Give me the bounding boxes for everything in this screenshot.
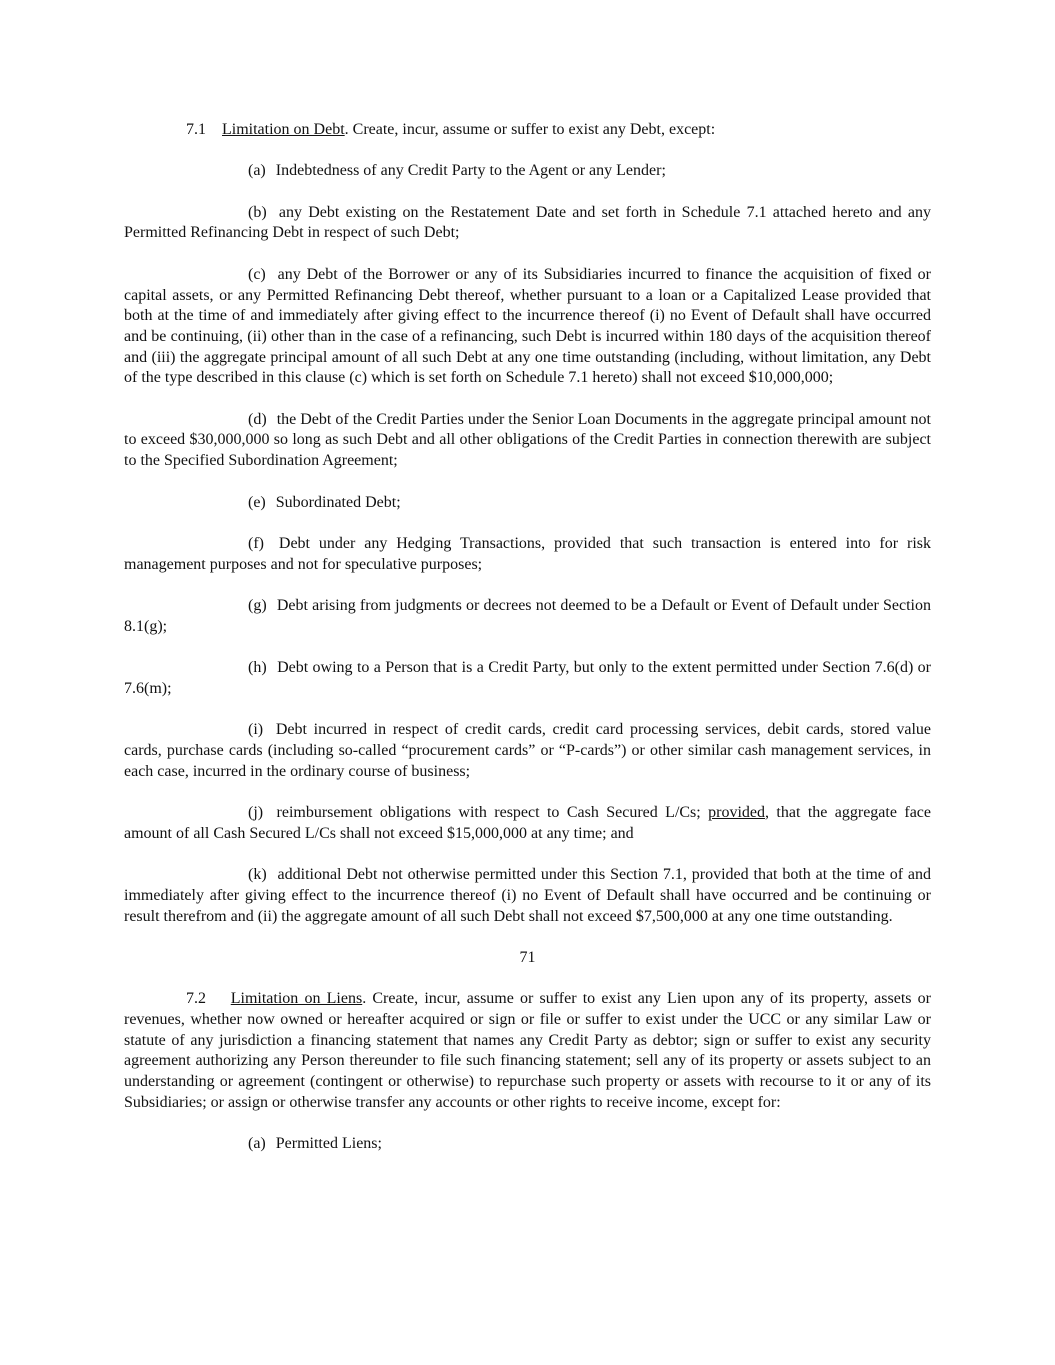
section-title: Limitation on Debt (222, 121, 345, 138)
section-title: Limitation on Liens (230, 990, 363, 1008)
list-item: (c) any Debt of the Borrower or any of its Subsidiaries incurred to finance the acquisition of fixed or capital assets, or any Permitted Refinancing Debt thereof, whether pursuant to a loan or a Capitalized Lease provided that both at the time of and immediately after giving effect to the incurrence thereof (i) no Event of Default shall have occurred and be continuing, (ii) other than in the case of a refinancing, such Debt is incurred within 180 days of the acquisition thereof and (iii) the aggregate principal amount of all such Debt at any one time outstanding (including, without limitation, any Debt of the type described in this clause (c) which is set forth on Schedule 7.1 hereto) shall not exceed $10,000,000; (124, 265, 931, 387)
list-item: (d) the Debt of the Credit Parties under the Senior Loan Documents in the aggregate principal amount not to exceed $30,000,000 so long as such Debt and all other obligations of the Credit Parties in connection therewith are subject to the Specified Subordination Agreement; (124, 410, 932, 470)
document-body (124, 120, 931, 1155)
section-intro: . Create, incur, assume or suffer to exist any Lien upon any of its property, assets or revenues, whether now owned or hereafter acquired or sign or file or suffer to exist under the UCC or any similar Law or statute of any jurisdiction a financing statement that names any Credit Party as debtor; sign or suffer to exist any security agreement authorizing any Person thereunder to file such financing statement; sell any of its property or assets subject to an understanding or agreement (contingent or otherwise) to repurchase such property or assets with recourse to it or any of its Subsidiaries; or assign or otherwise transfer any accounts or other rights to receive income, except for: (124, 990, 932, 1111)
list-item: (j) reimbursement obligations with respect to Cash Secured L/Cs; provided, that the aggregate face amount of all Cash Secured L/Cs shall not exceed $15,000,000 at any time; and (124, 804, 931, 842)
section-number: 7.2 (186, 990, 206, 1008)
list-item: (a) Indebtedness of any Credit Party to the Agent or any Lender; (248, 162, 666, 180)
list-item: (f) Debt under any Hedging Transactions, provided that such transaction is entered into for risk management purposes and not for speculative purposes; (124, 534, 931, 573)
list-item: (e) Subordinated Debt; (248, 493, 401, 511)
section-intro: . Create, incur, assume or suffer to exist any Debt, except: (344, 121, 716, 138)
list-item: (k) additional Debt not otherwise permitted under this Section 7.1, provided that both at the time of and immediately after giving effect to the incurrence thereof (i) no Event of Default shall have occurred and be continuing or result therefrom and (ii) the aggregate amount of all such Debt shall not exceed $7,500,000 at any one time outstanding. (124, 866, 932, 925)
section-7-1-heading (124, 120, 931, 141)
list-item: (h) Debt owing to a Person that is a Credit Party, but only to the extent permitted under Section 7.6(d) or 7.6(m); (124, 659, 932, 697)
page-number: 71 (519, 948, 536, 966)
list-item: (i) Debt incurred in respect of credit cards, credit card processing services, debit cards, stored value cards, purchase cards (including so-called “procurement cards” or “P-cards”) or other similar cash management services, in each case, incurred in the ordinary course of business; (124, 721, 932, 780)
list-item: (g) Debt arising from judgments or decrees not deemed to be a Default or Event of Default under Section 8.1(g); (124, 597, 932, 635)
list-item: (b) any Debt existing on the Restatement Date and set forth in Schedule 7.1 attached hereto and any Permitted Refinancing Debt in respect of such Debt; (124, 203, 932, 242)
list-item: (a) Permitted Liens; (248, 1135, 382, 1153)
section-number: 7.1 (186, 121, 206, 138)
provided-term: provided (708, 804, 766, 822)
section-7-2-heading (124, 989, 931, 1113)
